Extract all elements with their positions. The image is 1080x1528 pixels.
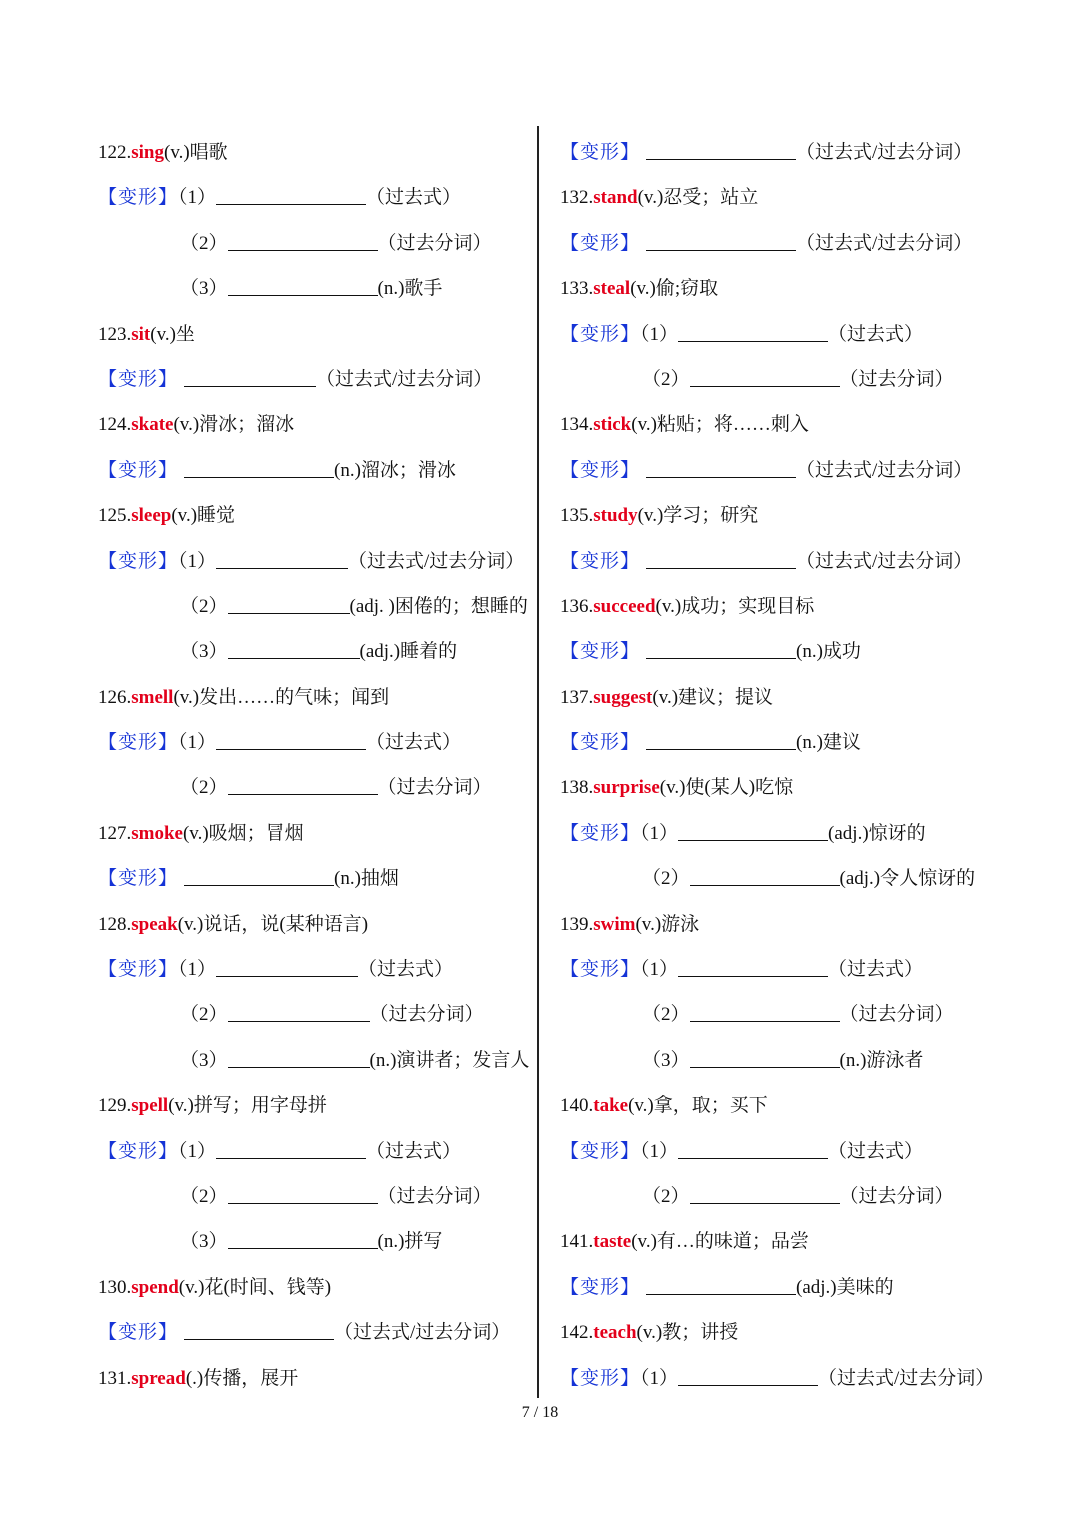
headword: taste: [593, 1231, 632, 1253]
form-exercise: [98, 266, 528, 311]
form-hint: (adj.)睡着的: [359, 641, 458, 663]
answer-blank[interactable]: [216, 952, 358, 977]
meaning: 成功；实现目标: [681, 595, 815, 617]
answer-blank[interactable]: [216, 544, 348, 569]
answer-blank[interactable]: [228, 997, 370, 1022]
meaning: 游泳: [661, 913, 700, 935]
form-hint: （过去式）: [828, 323, 924, 345]
form-hint: （过去式/过去分词）: [796, 232, 973, 254]
entry-number: 126.: [98, 686, 132, 708]
vocab-entry: [98, 1083, 528, 1128]
form-exercise: [560, 1038, 1020, 1083]
form-tag: 【变形】: [98, 459, 179, 481]
form-hint: (adj.)惊讶的: [828, 822, 926, 844]
part-of-speech: (v.): [655, 595, 682, 617]
form-hint: （过去式/过去分词）: [316, 368, 493, 390]
answer-blank[interactable]: [690, 362, 840, 387]
vocab-entry: [98, 1265, 528, 1310]
form-exercise: [560, 130, 1020, 175]
right-column: [560, 130, 1020, 1401]
form-index: （3）: [180, 641, 228, 663]
form-hint: （过去式/过去分词）: [796, 459, 973, 481]
form-exercise: [560, 312, 1020, 357]
form-hint: （过去式）: [358, 959, 454, 981]
meaning: 滑冰；溜冰: [199, 414, 295, 436]
part-of-speech: (v.): [631, 1231, 657, 1253]
vocab-entry: [98, 675, 528, 720]
form-hint: (adj.)美味的: [796, 1276, 894, 1298]
form-exercise: [98, 584, 528, 629]
entry-number: 138.: [560, 777, 594, 799]
part-of-speech: (v.): [150, 323, 176, 345]
form-index: （3）: [180, 1231, 228, 1253]
vocab-entry: [98, 402, 528, 447]
headword: speak: [131, 913, 178, 935]
form-index: （1）: [640, 959, 679, 981]
form-exercise: [98, 357, 528, 402]
form-hint: （过去式）: [828, 1140, 924, 1162]
headword: stick: [593, 414, 632, 436]
answer-blank[interactable]: [228, 1224, 378, 1249]
vocab-entry: [560, 493, 1020, 538]
form-hint: （过去分词）: [839, 1185, 954, 1207]
entry-number: 123.: [98, 323, 132, 345]
headword: smoke: [131, 822, 183, 844]
form-index: （2）: [180, 1185, 228, 1207]
form-exercise: [560, 1129, 1020, 1174]
form-exercise: [98, 1129, 528, 1174]
form-exercise: [560, 1174, 1020, 1219]
vocab-entry: [560, 175, 1020, 220]
form-hint: （过去式/过去分词）: [334, 1322, 511, 1344]
form-tag: 【变形】: [560, 232, 641, 254]
form-hint: (n.)成功: [796, 641, 861, 663]
headword: spell: [131, 1095, 169, 1117]
form-hint: (n.)溜冰；滑冰: [334, 459, 456, 481]
part-of-speech: (v.): [178, 1276, 205, 1298]
vocab-entry: [98, 312, 528, 357]
vocab-entry: [560, 584, 1020, 629]
form-tag: 【变形】: [560, 641, 641, 663]
part-of-speech: (v.): [659, 777, 686, 799]
form-index: （2）: [642, 368, 690, 390]
form-index: （1）: [640, 822, 679, 844]
answer-blank[interactable]: [216, 1134, 366, 1159]
form-hint: （过去式）: [366, 1140, 462, 1162]
part-of-speech: (v.): [164, 142, 190, 163]
meaning: 偷;窃取: [655, 278, 719, 300]
form-hint: (n.)歌手: [377, 278, 443, 300]
answer-blank[interactable]: [646, 226, 796, 251]
form-hint: (n.)建议: [796, 732, 861, 754]
form-exercise: [560, 720, 1020, 765]
form-exercise: [560, 629, 1020, 674]
form-index: （1）: [178, 1140, 217, 1162]
meaning: 粘贴；将……刺入: [656, 414, 809, 436]
vocab-entry: [98, 130, 528, 175]
vocab-entry: [560, 675, 1020, 720]
answer-blank[interactable]: [228, 770, 378, 795]
headword: steal: [593, 278, 631, 300]
form-hint: （过去分词）: [839, 1004, 954, 1026]
answer-blank[interactable]: [228, 1043, 370, 1068]
form-index: （1）: [178, 550, 217, 572]
meaning: 传播，展开: [203, 1367, 299, 1389]
answer-blank[interactable]: [678, 1361, 818, 1386]
answer-blank[interactable]: [646, 453, 796, 478]
answer-blank[interactable]: [690, 1179, 840, 1204]
form-index: （1）: [640, 1367, 679, 1389]
form-tag: 【变形】: [560, 323, 641, 345]
form-tag: 【变形】: [98, 868, 179, 890]
meaning: 吸烟；冒烟: [208, 822, 304, 844]
vocab-entry: [560, 1310, 1020, 1355]
headword: spread: [131, 1367, 186, 1389]
answer-blank[interactable]: [216, 180, 366, 205]
entry-number: 127.: [98, 822, 132, 844]
form-exercise: [98, 856, 528, 901]
headword: study: [593, 505, 638, 527]
meaning: 有…的味道；品尝: [656, 1231, 809, 1253]
headword: spend: [131, 1276, 179, 1298]
headword: suggest: [593, 686, 653, 708]
part-of-speech: (v.): [652, 686, 679, 708]
entry-number: 122.: [98, 142, 132, 163]
vocab-entry: [98, 493, 528, 538]
form-index: （1）: [178, 187, 217, 209]
part-of-speech: (v.): [168, 1095, 194, 1117]
form-exercise: [560, 811, 1020, 856]
entry-number: 125.: [98, 505, 132, 527]
form-hint: （过去式/过去分词）: [796, 550, 973, 572]
form-exercise: [98, 992, 528, 1037]
entry-number: 141.: [560, 1231, 594, 1253]
form-tag: 【变形】: [98, 1140, 179, 1162]
form-exercise: [560, 221, 1020, 266]
entry-number: 131.: [98, 1367, 132, 1389]
answer-blank[interactable]: [228, 226, 378, 251]
answer-blank[interactable]: [646, 725, 796, 750]
form-index: （2）: [180, 777, 228, 799]
form-exercise: [98, 448, 528, 493]
answer-blank[interactable]: [216, 725, 366, 750]
answer-blank[interactable]: [228, 1179, 378, 1204]
part-of-speech: (v.): [177, 913, 204, 935]
answer-blank[interactable]: [678, 816, 828, 841]
entry-number: 139.: [560, 913, 594, 935]
meaning: 发出……的气味；闻到: [199, 686, 390, 708]
form-tag: 【变形】: [560, 732, 641, 754]
meaning: 说话，说(某种语言): [203, 913, 369, 935]
part-of-speech: (v.): [173, 414, 200, 436]
headword: take: [593, 1095, 629, 1117]
form-hint: （过去分词）: [839, 368, 954, 390]
form-tag: 【变形】: [560, 1140, 641, 1162]
entry-number: 132.: [560, 187, 594, 209]
meaning: 教；讲授: [662, 1322, 739, 1344]
form-exercise: [560, 856, 1020, 901]
part-of-speech: (v.): [636, 1322, 663, 1344]
form-exercise: [98, 539, 528, 584]
answer-blank[interactable]: [646, 634, 796, 659]
form-index: （2）: [642, 1004, 690, 1026]
form-tag: 【变形】: [560, 459, 641, 481]
form-index: （3）: [180, 278, 228, 300]
form-exercise: [560, 1356, 1020, 1401]
vocab-entry: [98, 811, 528, 856]
headword: skate: [131, 414, 174, 436]
form-index: （2）: [180, 1004, 228, 1026]
form-index: （3）: [180, 1049, 228, 1071]
headword: sing: [131, 142, 164, 163]
form-exercise: [98, 1219, 528, 1264]
answer-blank[interactable]: [184, 1315, 334, 1340]
form-exercise: [98, 720, 528, 765]
form-tag: 【变形】: [98, 732, 179, 754]
form-hint: (adj.)令人惊讶的: [839, 868, 976, 890]
answer-blank[interactable]: [228, 589, 350, 614]
form-tag: 【变形】: [560, 550, 641, 572]
vocab-entry: [560, 1219, 1020, 1264]
answer-blank[interactable]: [228, 271, 378, 296]
form-exercise: [560, 947, 1020, 992]
form-exercise: [98, 629, 528, 674]
part-of-speech: (v.): [635, 913, 662, 935]
form-tag: 【变形】: [98, 959, 179, 981]
part-of-speech: (v.): [628, 1095, 654, 1117]
answer-blank[interactable]: [646, 1270, 796, 1295]
answer-blank[interactable]: [184, 861, 334, 886]
form-hint: （过去式/过去分词）: [818, 1367, 995, 1389]
form-exercise: [98, 1310, 528, 1355]
part-of-speech: (v.): [637, 187, 664, 209]
vocab-entry: [98, 902, 528, 947]
form-tag: 【变形】: [98, 368, 179, 390]
form-exercise: [560, 1265, 1020, 1310]
page-number: 7 / 18: [521, 1404, 559, 1421]
form-tag: 【变形】: [560, 1276, 641, 1298]
form-tag: 【变形】: [98, 550, 179, 572]
entry-number: 124.: [98, 414, 132, 436]
form-exercise: [98, 221, 528, 266]
answer-blank[interactable]: [690, 1043, 840, 1068]
meaning: 唱歌: [189, 142, 228, 163]
meaning: 使(某人)吃惊: [685, 777, 794, 799]
answer-blank[interactable]: [678, 317, 828, 342]
form-hint: （过去分词）: [377, 1185, 492, 1207]
form-index: （2）: [180, 595, 228, 617]
meaning: 建议；提议: [678, 686, 774, 708]
entry-number: 137.: [560, 686, 594, 708]
part-of-speech: (v.): [631, 414, 657, 436]
form-exercise: [560, 448, 1020, 493]
meaning: 坐: [175, 323, 195, 345]
answer-blank[interactable]: [184, 453, 334, 478]
form-index: （2）: [642, 868, 690, 890]
answer-blank[interactable]: [184, 362, 316, 387]
answer-blank[interactable]: [678, 952, 828, 977]
meaning: 忍受；站立: [663, 187, 759, 209]
vocab-entry: [560, 765, 1020, 810]
form-hint: (n.)拼写: [377, 1231, 443, 1253]
headword: sleep: [131, 505, 172, 527]
left-column: [98, 130, 528, 1401]
headword: sit: [131, 323, 151, 345]
form-hint: （过去分词）: [377, 232, 492, 254]
headword: succeed: [593, 595, 656, 617]
entry-number: 136.: [560, 595, 594, 617]
part-of-speech: (.): [185, 1367, 204, 1389]
headword: swim: [593, 913, 636, 935]
form-index: （1）: [640, 1140, 679, 1162]
form-index: （1）: [178, 732, 217, 754]
headword: teach: [593, 1322, 637, 1344]
form-hint: （过去式）: [366, 187, 462, 209]
entry-number: 134.: [560, 414, 594, 436]
form-hint: （过去分词）: [377, 777, 492, 799]
entry-number: 133.: [560, 278, 594, 300]
form-hint: （过去式/过去分词）: [348, 550, 525, 572]
meaning: 睡觉: [197, 505, 236, 527]
vocab-entry: [560, 1083, 1020, 1128]
form-exercise: [560, 992, 1020, 1037]
answer-blank[interactable]: [646, 544, 796, 569]
meaning: 拼写；用字母拼: [193, 1095, 327, 1117]
form-hint: （过去式）: [366, 732, 462, 754]
form-hint: (n.)游泳者: [839, 1049, 924, 1071]
meaning: 拿，取；买下: [653, 1095, 768, 1117]
form-exercise: [560, 539, 1020, 584]
vocab-entry: [560, 402, 1020, 447]
form-tag: 【变形】: [98, 187, 179, 209]
form-tag: 【变形】: [98, 1322, 179, 1344]
part-of-speech: (v.): [182, 822, 209, 844]
part-of-speech: (v.): [630, 278, 656, 300]
form-hint: （过去式）: [828, 959, 924, 981]
part-of-speech: (v.): [637, 505, 664, 527]
headword: smell: [131, 686, 174, 708]
entry-number: 140.: [560, 1095, 594, 1117]
answer-blank[interactable]: [690, 997, 840, 1022]
column-divider: [537, 126, 539, 1398]
headword: surprise: [593, 777, 660, 799]
answer-blank[interactable]: [646, 135, 796, 160]
form-hint: (adj. )困倦的；想睡的: [349, 595, 528, 617]
entry-number: 130.: [98, 1276, 132, 1298]
form-hint: (n.)抽烟: [334, 868, 399, 890]
form-exercise: [98, 947, 528, 992]
answer-blank[interactable]: [228, 634, 360, 659]
entry-number: 129.: [98, 1095, 132, 1117]
form-index: （1）: [178, 959, 217, 981]
meaning: 学习；研究: [663, 505, 759, 527]
vocab-entry: [560, 902, 1020, 947]
answer-blank[interactable]: [690, 861, 840, 886]
form-exercise: [98, 1038, 528, 1083]
form-hint: （过去式/过去分词）: [796, 142, 973, 163]
form-index: （3）: [642, 1049, 690, 1071]
answer-blank[interactable]: [678, 1134, 828, 1159]
meaning: 花(时间、钱等): [204, 1276, 332, 1298]
headword: stand: [593, 187, 638, 209]
part-of-speech: (v.): [171, 505, 198, 527]
form-hint: (n.)演讲者；发言人: [369, 1049, 530, 1071]
form-index: （1）: [640, 323, 679, 345]
form-index: （2）: [642, 1185, 690, 1207]
form-exercise: [98, 1174, 528, 1219]
form-hint: （过去分词）: [369, 1004, 484, 1026]
form-index: （2）: [180, 232, 228, 254]
entry-number: 128.: [98, 913, 132, 935]
part-of-speech: (v.): [173, 686, 200, 708]
form-tag: 【变形】: [560, 142, 641, 163]
vocab-entry: [560, 266, 1020, 311]
form-exercise: [560, 357, 1020, 402]
vocab-entry: [98, 1356, 528, 1401]
entry-number: 142.: [560, 1322, 594, 1344]
form-tag: 【变形】: [560, 1367, 641, 1389]
form-exercise: [98, 765, 528, 810]
form-tag: 【变形】: [560, 959, 641, 981]
form-tag: 【变形】: [560, 822, 641, 844]
form-exercise: [98, 175, 528, 220]
entry-number: 135.: [560, 505, 594, 527]
